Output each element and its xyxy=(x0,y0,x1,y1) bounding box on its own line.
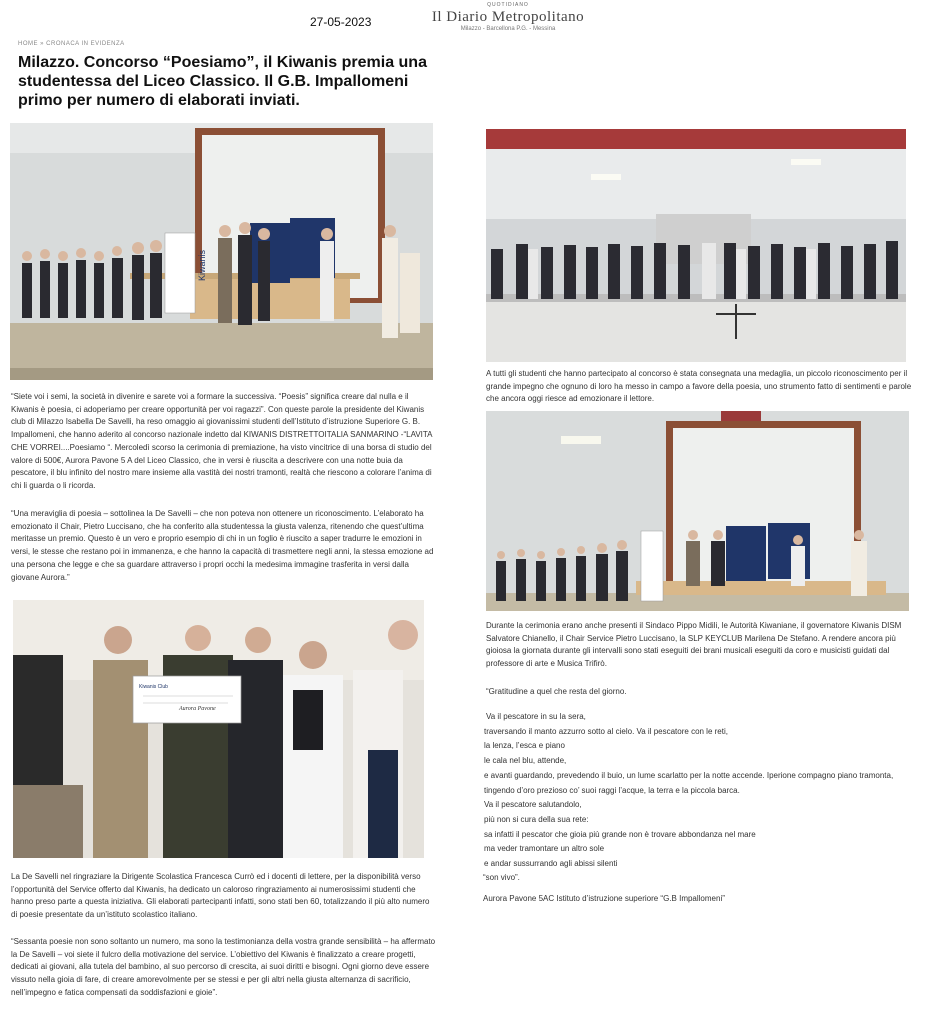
poem xyxy=(484,710,914,872)
poem-line: Va il pescatore salutandolo, xyxy=(484,800,582,810)
poem-signature: Aurora Pavone 5AC Istituto d’istruzione superiore “G.B Impallomeni” xyxy=(483,894,725,903)
photo-ceremony-table xyxy=(486,411,909,611)
masthead[interactable] xyxy=(428,2,588,32)
publication-date: 27-05-2023 xyxy=(310,15,372,29)
cheque-header: Kiwanis Club xyxy=(139,684,168,690)
left-paragraph-intro: “Siete voi i semi, la società in divenire e sarete voi a formare la successiva. “Poesis” significa creare dal nulla e il Kiwanis è poesia, ci adoperiamo per creare opportunità per voi ragazzi”. Con queste parole la presidente del Kiwanis club di Milazzo Isabella De Savelli, ha reso omaggio ai giovanissimi studenti dell’Istituto d’istruzione Superiore G. B. Impallomeni, che hanno aderito al concorso nazionale indetto dal KIWANIS DISTRETTOITALIA SANMARINO -“LAVITA CHE VORREI....Poesiamo “. Mercoledì scorso la cerimonia di premiazione, ha visto vincitrice di una borsa di studio del valore di 500€, Aurora Pavone 5 A del Liceo Classico, che in versi è riuscita a descrivere con una notte buia da pescatore, il blu infinito del nostro mare insieme alla vastità dei nostri tramonti, realtà che riescono a colorare l’anima di chi li guarda o li ricorda. xyxy=(11,392,433,490)
poem-line: più non si cura della sua rete: xyxy=(484,814,589,824)
poem-line: tingendo d’oro prezioso co’ suoi raggi l’acque, la terra e la piccola barca. xyxy=(484,785,740,795)
banner-text: Kiwanis xyxy=(197,249,207,281)
photo-group-stage xyxy=(486,129,906,362)
left-paragraph-thanks: La De Savelli nel ringraziare la Dirigente Scolastica Francesca Currò ed i docenti di lettere, per la disponibilità verso l’opportunità del Service offerto dal Kiwanis, ha dedicato un caloroso ringraziamento ai numerosissimi studenti che hanno preso parte a questa iniziativa. Gli elaborati partecipanti infatti, sono stati ben 60, totalizzando il più alto numero di poesie presentate da un’istituto scolastico italiano. xyxy=(11,872,430,920)
photo-cheque-award xyxy=(13,600,424,858)
cheque-name: Aurora Pavone xyxy=(179,706,216,712)
photo-ceremony-stage xyxy=(10,123,433,380)
poem-line: le cala nel blu, attende, xyxy=(484,756,567,766)
masthead-tagline: QUOTIDIANO xyxy=(487,2,529,8)
poem-line: Va il pescatore in su la sera, xyxy=(486,712,586,721)
breadcrumb[interactable]: HOME » CRONACA IN EVIDENZA xyxy=(18,41,125,47)
masthead-subtitle: Milazzo - Barcellona P.G. - Messina xyxy=(460,26,556,32)
right-paragraph-ceremony: Durante la cerimonia erano anche presenti il Sindaco Pippo Midili, le Autorità Kiwaniane, il governatore Kiwanis DISM Salvatore Chianello, il Chair Service Pietro Luccisano, la SLP KEYCLUB Marilena De Stefano. A rendere ancora più gioiosa la giornata durante gli intervalli sono stati eseguiti dei brani musicali eseguiti da coro e musicisti guidati dal professore di arte e Musica Trifirò. xyxy=(486,621,902,669)
poem-line: traversando il manto azzurro sotto al cielo. Va il pescatore con le reti, xyxy=(484,726,728,736)
left-paragraph-sixty-poems: “Sessanta poesie non sono soltanto un numero, ma sono la testimonianza della vostra grande sensibilità – ha affermato la De Savelli – voi siete il fulcro della motivazione del service. L’obiettivo del Kiwanis è finalizzato a creare progetti, dedicati ai giovani, alla tutela del bambino, al suo percorso di crescita, ai suoi diritti e bisogni. Ogni giorno deve essere vissuto nella gioia di fare, di creare amorevolmente per se stessi e per gli altri nella giusta alternanza di sacrificio, nell’impegno e fatica compensati da soddisfazioni e gioie”. xyxy=(11,937,436,997)
poem-line: e andar sussurrando agli abissi silenti xyxy=(484,859,618,869)
poem-line: la lenza, l’esca e piano xyxy=(484,741,565,751)
right-paragraph-medals: A tutti gli studenti che hanno partecipato al concorso è stata consegnata una medaglia, un piccolo riconoscimento per il grande impegno che ognuno di loro ha messo in campo a favore della poesia, uno strumento fatto di sentimenti e parole che ancora oggi riesce ad emozionare il lettore. xyxy=(486,369,912,404)
poem-line: ma veder tramontare un altro sole xyxy=(484,844,605,854)
right-paragraph-gratitude: “Gratitudine a quel che resta del giorno. xyxy=(486,687,627,696)
poem-line: e avanti guardando, prevedendo il buio, un lume scarlatto per la notte accende. Iperione compagno piano tramonta, xyxy=(484,770,894,780)
left-paragraph-quote: “Una meraviglia di poesia – sottolinea la De Savelli – che non poteva non ottenere un riconoscimento. L’elaborato ha emozionato il Chair, Pietro Luccisano, che ha conferito alla studentessa la giusta valenza, ritenendo che quest’ultima meritasse un premio. Questo è un vero e proprio esempio di chi in un foglio è riuscito a saper tradurre le emozioni in versi, le stesse che restano poi in immanenza, e che hanno la capacità di trasmettere negli anni, la stessa emozione ad una persona che legge e che sa guardare attraverso i propri occhi la medesima immagine trasferita in versi dalla giovane Aurora.” xyxy=(11,509,434,582)
article-title: Milazzo. Concorso “Poesiamo”, il Kiwanis premia una studentessa del Liceo Classico. Il G.B. Impallomeni primo per numero di elaborati inviati. xyxy=(18,54,427,109)
poem-closing: “son vivo”. xyxy=(483,873,520,882)
poem-line: sa infatti il pescator che gioia più grande non è trovare abbondanza nel mare xyxy=(484,829,756,839)
masthead-title: Il Diario Metropolitano xyxy=(431,9,585,25)
